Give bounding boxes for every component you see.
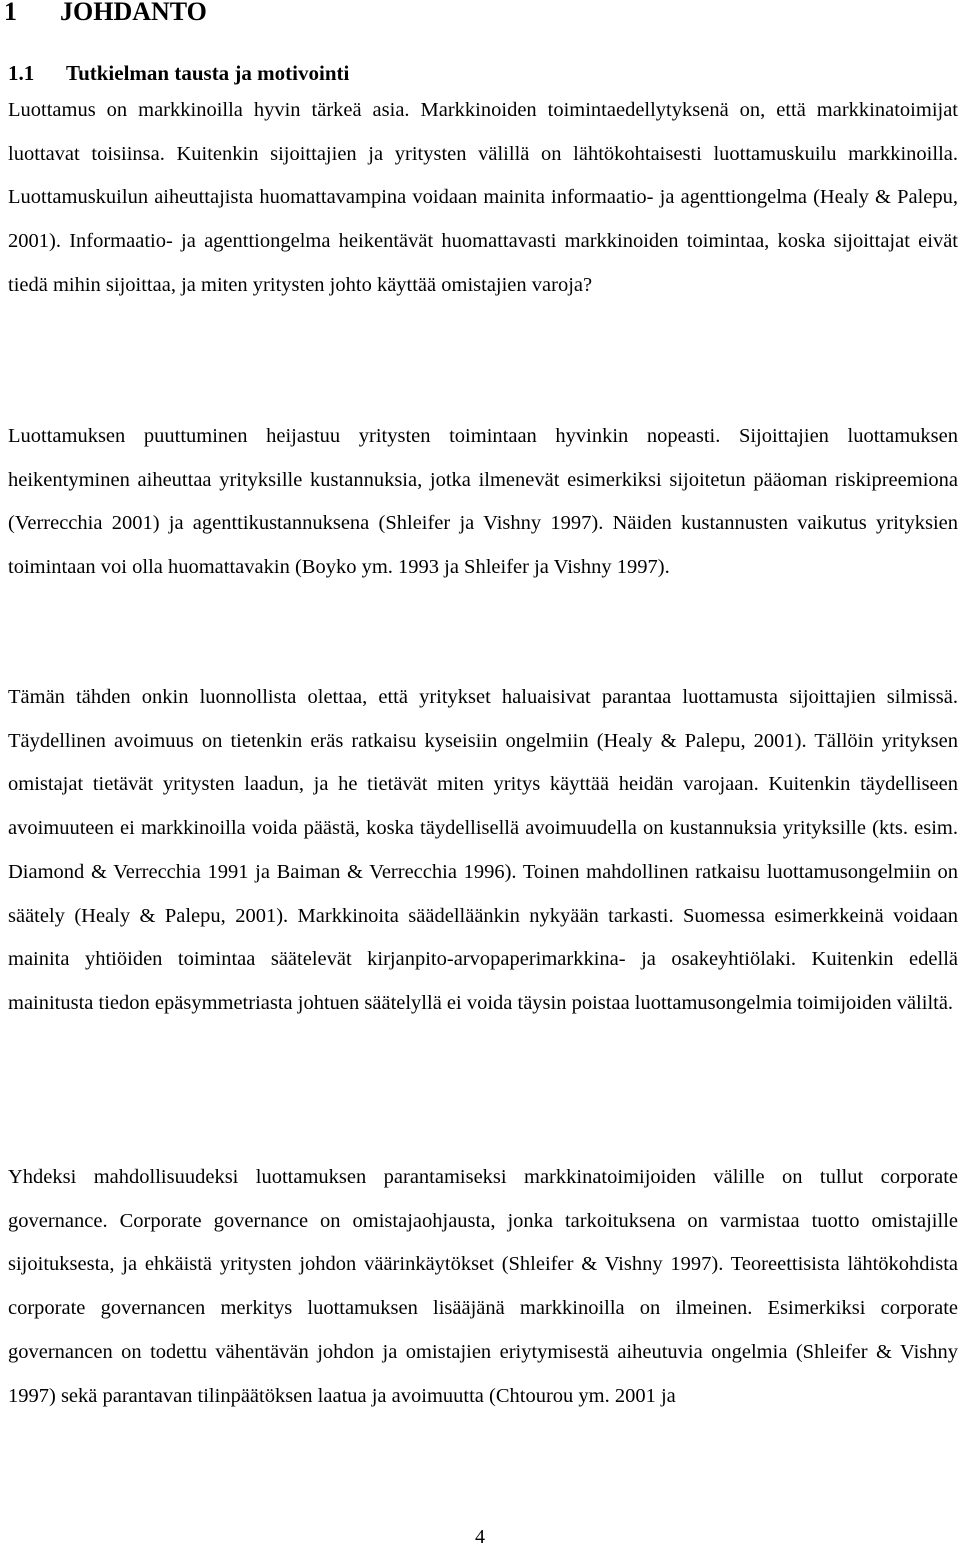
body-paragraph: Yhdeksi mahdollisuudeksi luottamuksen parantamiseksi markkinatoimijoiden välille on tullut corporate governance. Corporate governance on omistajaohjausta, jonka tarkoituksena on varmistaa tuotto omistajille sijoituksesta, ja ehkäistä yritysten johdon väärinkäytökset (Shleifer & Vishny 1997). Teoreettisista lähtökohdista corporate governancen merkitys luottamuksen lisääjänä markkinoilla on ilmeinen. Esimerkiksi corporate governancen on todettu vähentävän johdon ja omistajien eriytymisestä aiheutuvia ongelmia (Shleifer & Vishny 1997) sekä parantavan tilinpäätöksen laatua ja avoimuutta (Chtourou ym. 2001 ja — [8, 1166, 958, 1407]
section-heading — [8, 58, 349, 88]
body-paragraph: Luottamuksen puuttuminen heijastuu yritysten toimintaan hyvinkin nopeasti. Sijoittajien luottamuksen heikentyminen aiheuttaa yrityksille kustannuksia, jotka ilmenevät esimerkiksi sijoitetun pääoman riskipreemiona (Verrecchia 2001) ja agenttikustannuksena (Shleifer ja Vishny 1997). Näiden kustannusten vaikutus yrityksien toimintaan voi olla huomattavakin (Boyko ym. 1993 ja Shleifer ja Vishny 1997). — [8, 425, 958, 579]
section-number: 1.1 — [8, 61, 35, 85]
chapter-heading — [4, 0, 207, 30]
section-title: Tutkielman tausta ja motivointi — [66, 61, 350, 85]
chapter-number: 1 — [4, 0, 17, 26]
page-number: 4 — [475, 1526, 485, 1548]
chapter-title: JOHDANTO — [60, 0, 207, 26]
body-paragraph: Tämän tähden onkin luonnollista olettaa, että yritykset haluaisivat parantaa luottamusta sijoittajien silmissä. Täydellinen avoimuus on tietenkin eräs ratkaisu kyseisiin ongelmiin (Healy & Palepu, 2001). Tällöin yrityksen omistajat tietävät yritysten laadun, ja he tietävät miten yritys käyttää heidän varojaan. Kuitenkin täydelliseen avoimuuteen ei markkinoilla voida päästä, koska täydellisellä avoimuudella on kustannuksia yrityksille (kts. esim. Diamond & Verrecchia 1991 ja Baiman & Verrecchia 1996). Toinen mahdollinen ratkaisu luottamusongelmiin on säätely (Healy & Palepu, 2001). Markkinoita säädelläänkin nykyään tarkasti. Suomessa esimerkkeinä voidaan mainita yhtiöiden toimintaa säätelevät kirjanpito-arvopaperimarkkina- ja osakeyhtiölaki. Kuitenkin edellä mainitusta tiedon epäsymmetriasta johtuen säätelyllä ei voida täysin poistaa luottamusongelmia toimijoiden väliltä. — [8, 686, 958, 1014]
body-paragraph: Luottamus on markkinoilla hyvin tärkeä asia. Markkinoiden toimintaedellytyksenä on, että markkinatoimijat luottavat toisiinsa. Kuitenkin sijoittajien ja yritysten välillä on lähtökohtaisesti luottamuskuilu markkinoilla. Luottamuskuilun aiheuttajista huomattavampina voidaan mainita informaatio- ja agenttiongelma (Healy & Palepu, 2001). Informaatio- ja agenttiongelma heikentävät huomattavasti markkinoiden toimintaa, koska sijoittajat eivät tiedä mihin sijoittaa, ja miten yritysten johto käyttää omistajien varoja? — [8, 99, 958, 296]
